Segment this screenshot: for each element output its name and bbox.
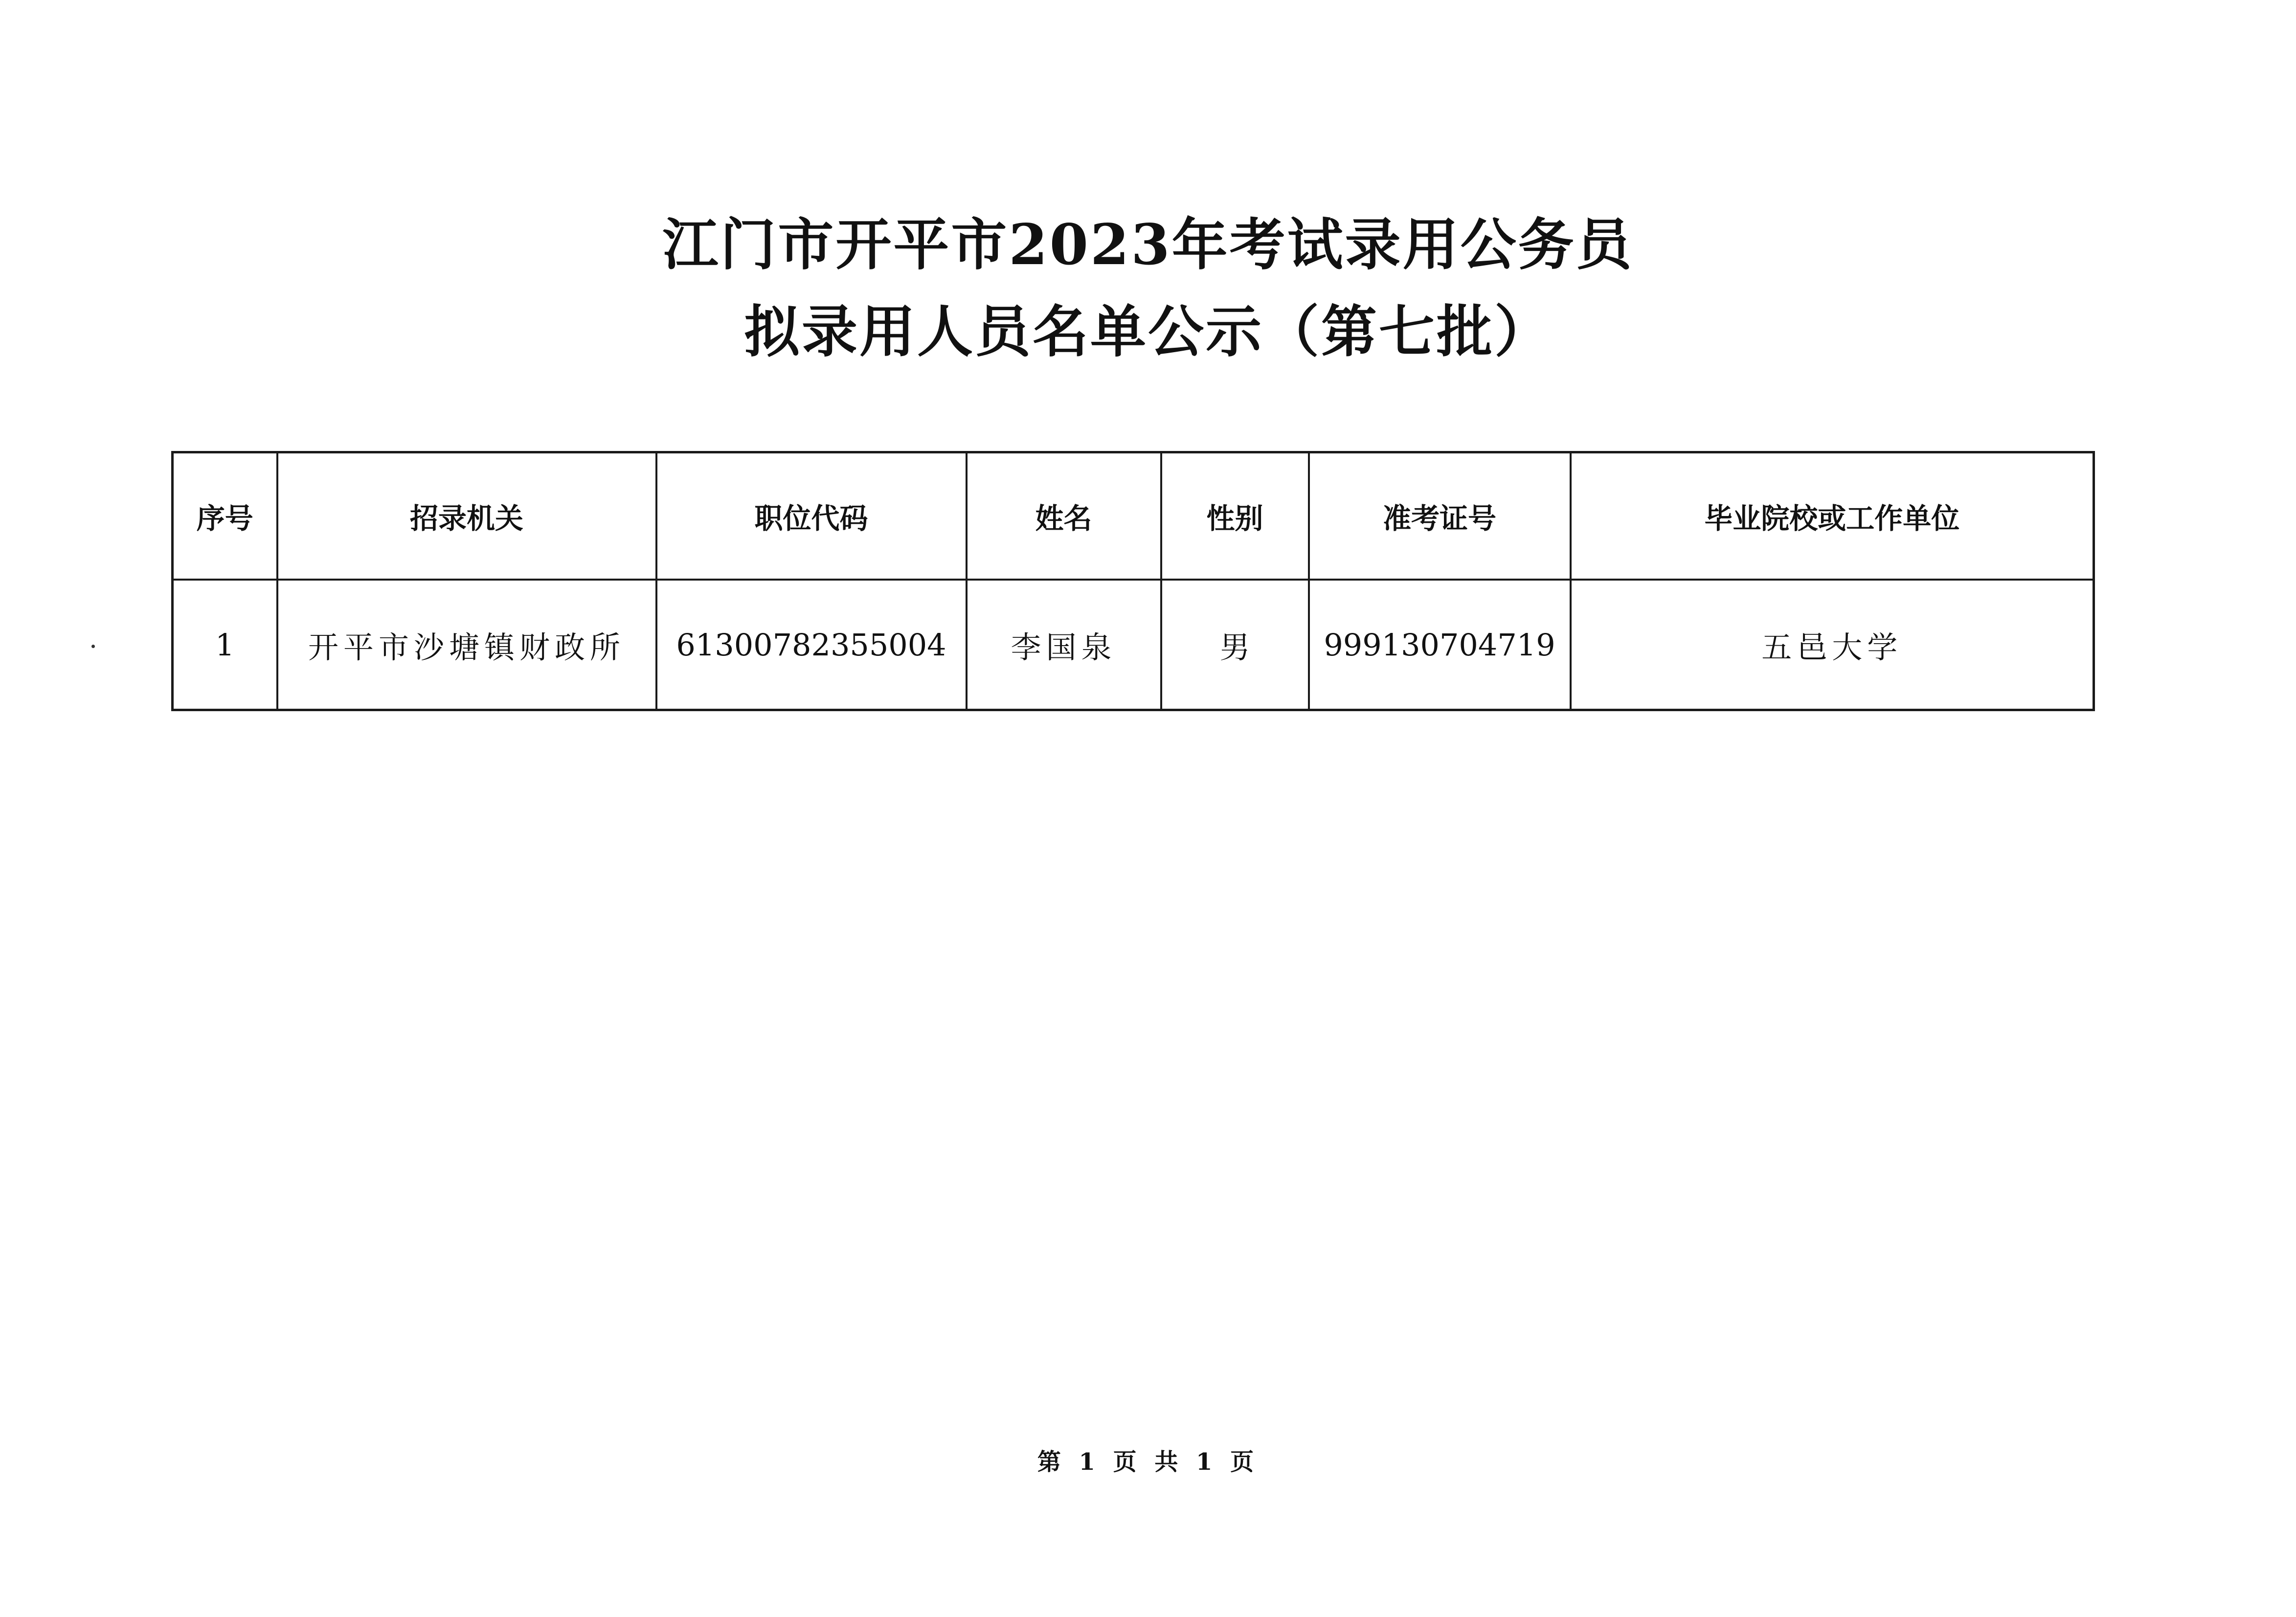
header-agency: 招录机关 (277, 452, 656, 580)
title-line-1: 江门市开平市2023年考试录用公务员 (662, 212, 1634, 277)
table-row (173, 580, 2094, 710)
page-footer: 第 1 页 共 1 页 (1037, 1448, 1259, 1476)
header-seq: 序号 (173, 452, 277, 580)
cell-position-code: 61300782355004 (656, 580, 967, 710)
cell-seq: 1 (173, 580, 277, 710)
candidate-table (171, 451, 2095, 711)
header-name: 姓名 (967, 452, 1161, 580)
table-header-row (173, 452, 2094, 580)
header-position-code: 职位代码 (656, 452, 967, 580)
header-exam-id: 准考证号 (1309, 452, 1571, 580)
header-gender: 性别 (1161, 452, 1309, 580)
scan-speck (91, 645, 95, 648)
cell-school-or-employer: 五邑大学 (1571, 580, 2094, 710)
cell-name: 李国泉 (967, 580, 1161, 710)
title-line-2: 拟录用人员名单公示（第七批） (743, 299, 1552, 364)
cell-exam-id: 999130704719 (1309, 580, 1571, 710)
cell-gender: 男 (1161, 580, 1309, 710)
cell-agency: 开平市沙塘镇财政所 (277, 580, 656, 710)
header-school-or-employer: 毕业院校或工作单位 (1571, 452, 2094, 580)
document-title (0, 210, 2296, 366)
